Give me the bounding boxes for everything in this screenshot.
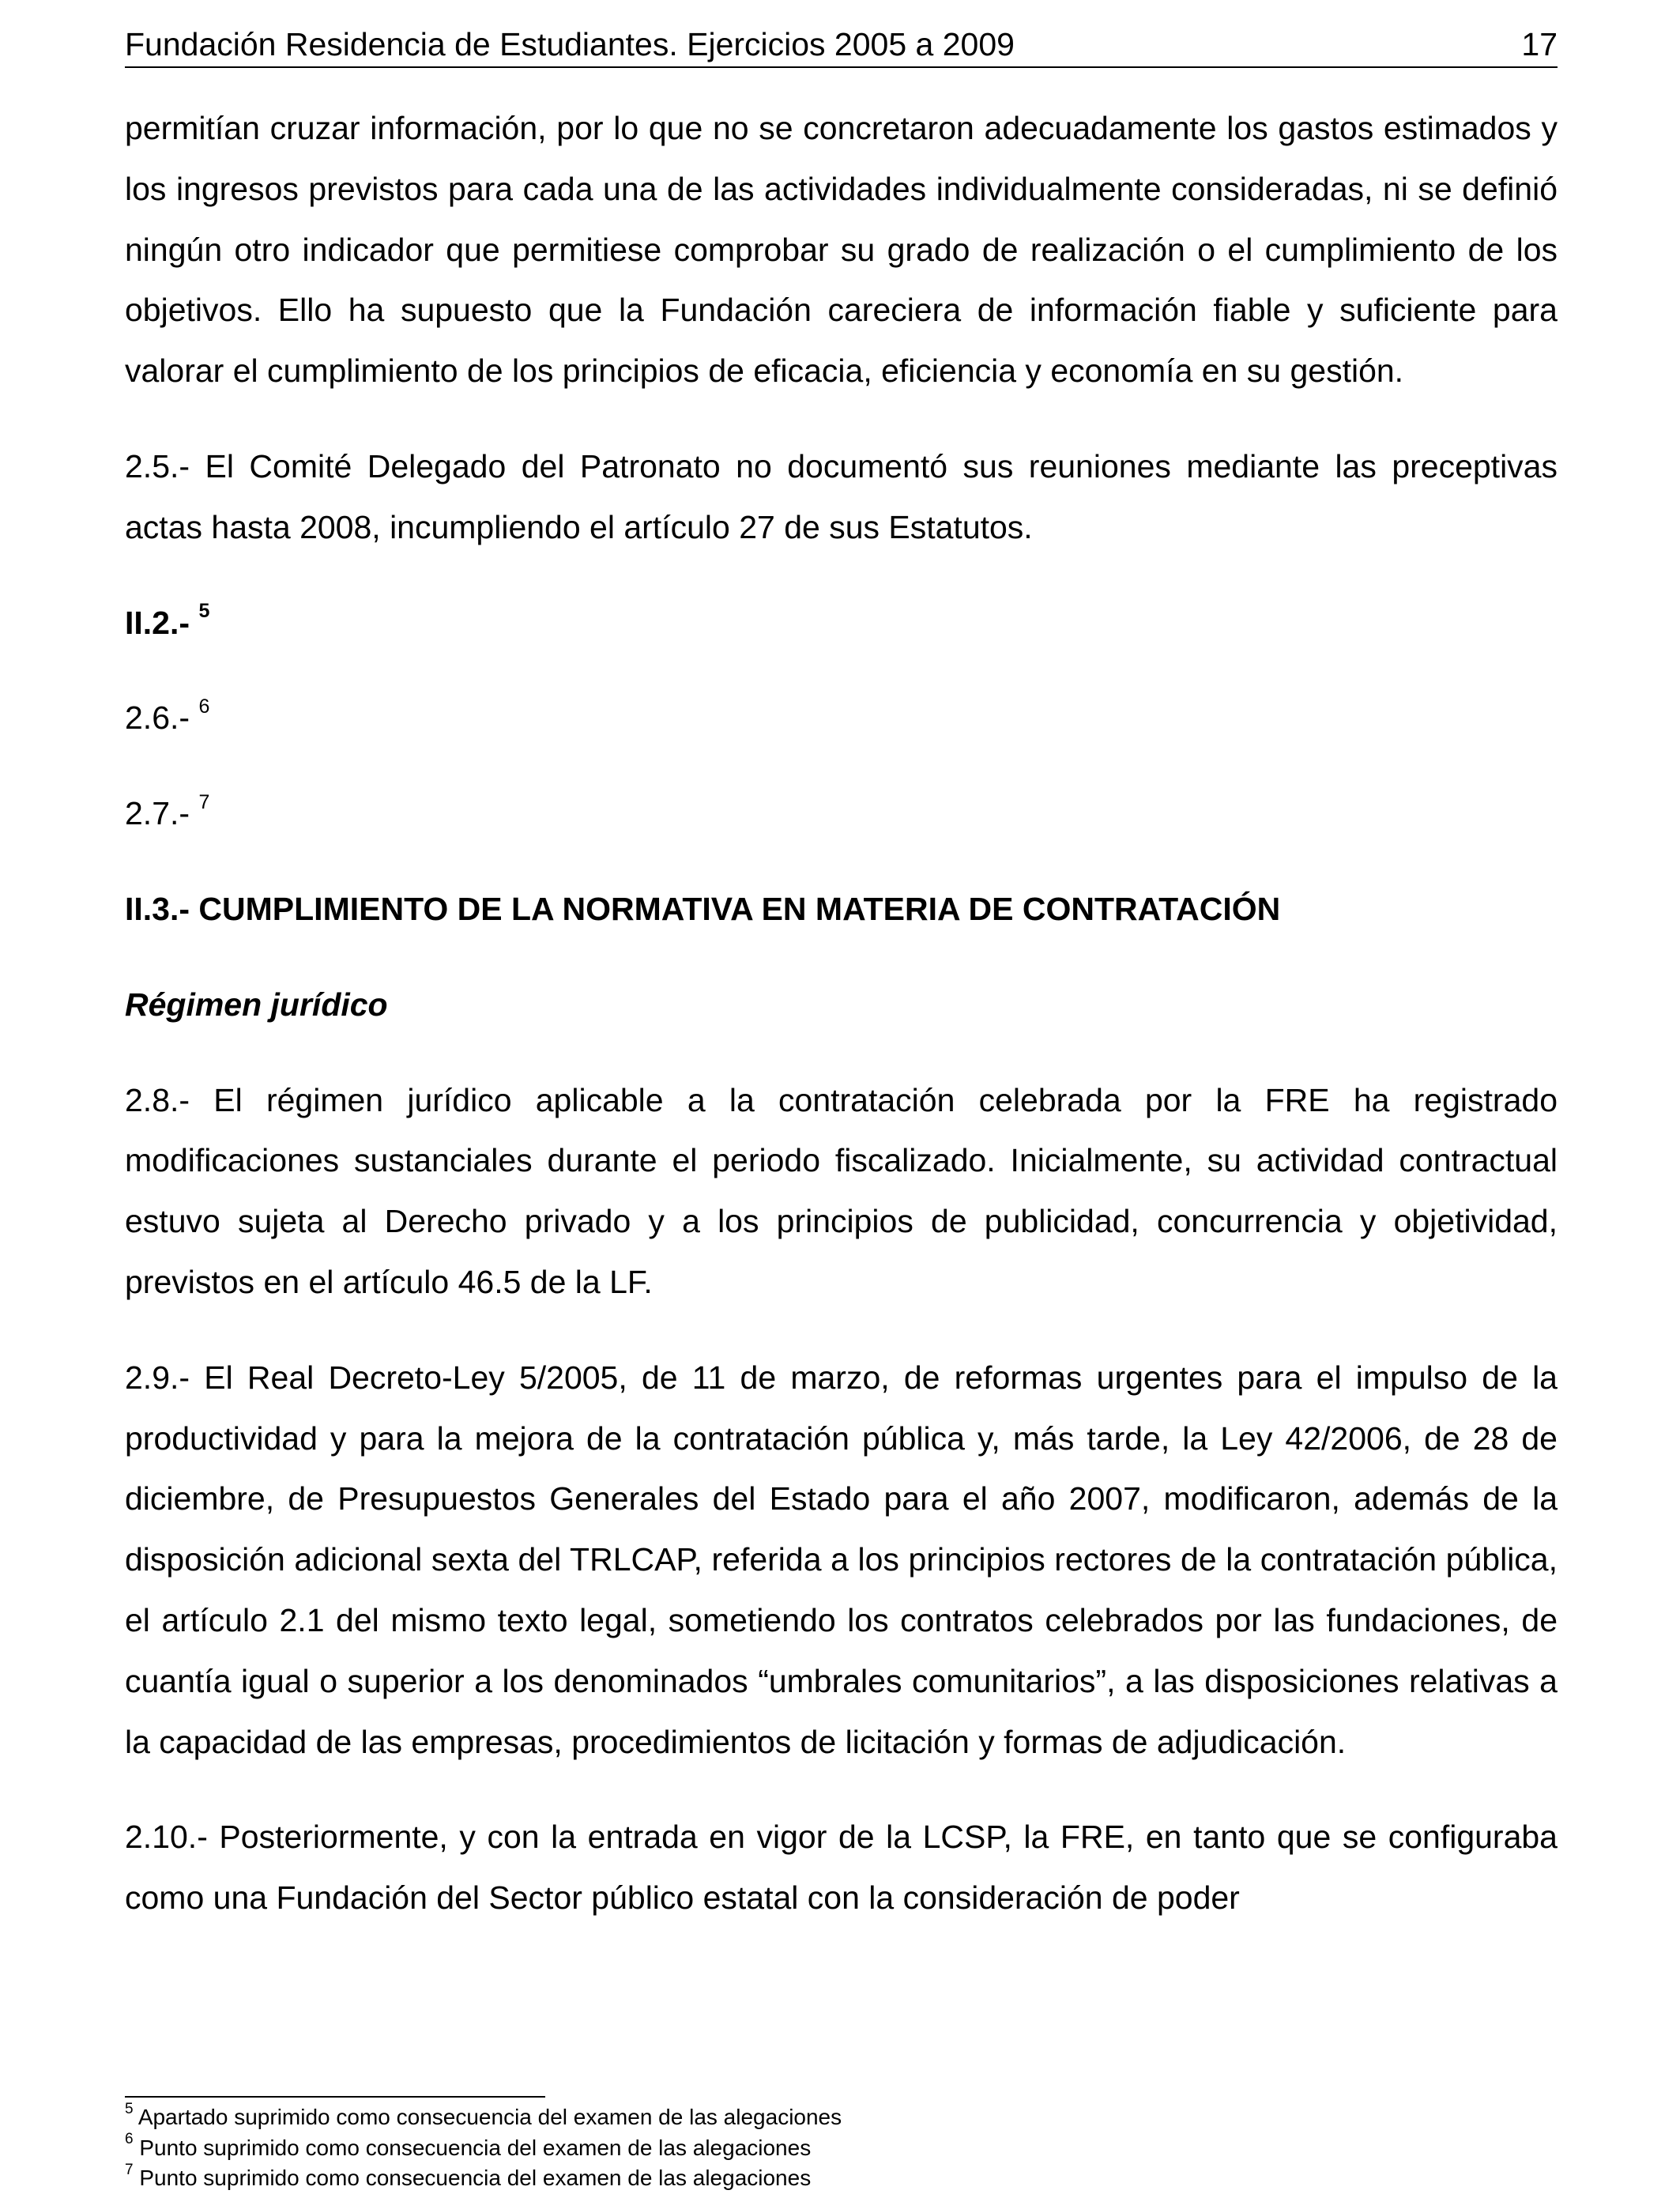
paragraph-2-9: 2.9.- El Real Decreto-Ley 5/2005, de 11 de marzo, de reformas urgentes para el impulso de la productividad y para la mejora de la contratación pública y, más tarde, la Ley 42/2006, de 28 de diciembre, de Presupuestos Generales del Estado para el año 2007, modificaron, además de la disposición adicional sexta del TRLCAP, referida a los principios rectores de la contratación pública, el artículo 2.1 del mismo texto legal, sometiendo los contratos celebrados por las fundaciones, de cuantía igual o superior a los denominados “umbrales comunitarios”, a las disposiciones relativas a la capacidad de las empresas, procedimientos de licitación y formas de adjudicación. xyxy=(125,1359,1558,1760)
paragraph-continued: permitían cruzar información, por lo que no se concretaron adecuadamente los gastos estimados y los ingresos previstos para cada una de las actividades individualmente consideradas, ni se definió ningún otro indicador que permitiese comprobar su grado de realización o el cumplimiento de los objetivos. Ello ha supuesto que la Fundación careciera de información fiable y suficiente para valorar el cumplimiento de los principios de eficacia, eficiencia y economía en su gestión. xyxy=(125,110,1558,390)
paragraph-2-6-label: 2.6.- xyxy=(125,699,190,737)
footnotes xyxy=(125,2102,1468,2194)
document-body xyxy=(125,98,1558,1928)
footnote-7 xyxy=(125,2163,1468,2194)
footnote-separator xyxy=(125,2096,545,2098)
paragraph-2-6 xyxy=(125,688,1558,748)
paragraph-2-8: 2.8.- El régimen jurídico aplicable a la contratación celebrada por la FRE ha registrado modificaciones sustanciales durante el periodo fiscalizado. Inicialmente, su actividad contractual estuvo sujeta al Derecho privado y a los principios de publicidad, concurrencia y objetividad, previstos en el artículo 46.5 de la LF. xyxy=(125,1081,1558,1300)
footnote-number: 5 xyxy=(125,2100,134,2117)
footnote-number: 6 xyxy=(125,2131,134,2148)
footnote-5 xyxy=(125,2102,1468,2133)
footnote-number: 7 xyxy=(125,2161,134,2178)
paragraph-2-7 xyxy=(125,783,1558,844)
paragraph-2-7-label: 2.7.- xyxy=(125,795,190,832)
footnote-text: Punto suprimido como consecuencia del examen de las alegaciones xyxy=(139,2135,812,2160)
footnote-ref-5: 5 xyxy=(198,599,210,622)
page-header xyxy=(125,22,1558,68)
footnote-ref-6: 6 xyxy=(198,695,210,718)
section-heading-ii-2 xyxy=(125,593,1558,654)
subheading-regimen-juridico: Régimen jurídico xyxy=(125,986,388,1023)
section-heading-ii-3: II.3.- CUMPLIMIENTO DE LA NORMATIVA EN MATERIA DE CONTRATACIÓN xyxy=(125,890,1281,927)
paragraph-2-10: 2.10.- Posteriormente, y con la entrada en vigor de la LCSP, la FRE, en tanto que se configuraba como una Fundación del Sector público estatal con la consideración de poder xyxy=(125,1819,1558,1917)
footnote-text: Punto suprimido como consecuencia del examen de las alegaciones xyxy=(139,2166,812,2190)
header-title: Fundación Residencia de Estudiantes. Ejercicios 2005 a 2009 xyxy=(125,26,1015,62)
page-number: 17 xyxy=(1521,26,1558,62)
footnote-6 xyxy=(125,2133,1468,2164)
footnote-ref-7: 7 xyxy=(198,790,210,813)
paragraph-2-5: 2.5.- El Comité Delegado del Patronato no documentó sus reuniones mediante las preceptivas actas hasta 2008, incumpliendo el artículo 27 de sus Estatutos. xyxy=(125,447,1558,545)
section-heading-ii-2-label: II.2.- xyxy=(125,604,190,641)
footnote-text: Apartado suprimido como consecuencia del examen de las alegaciones xyxy=(137,2105,842,2129)
